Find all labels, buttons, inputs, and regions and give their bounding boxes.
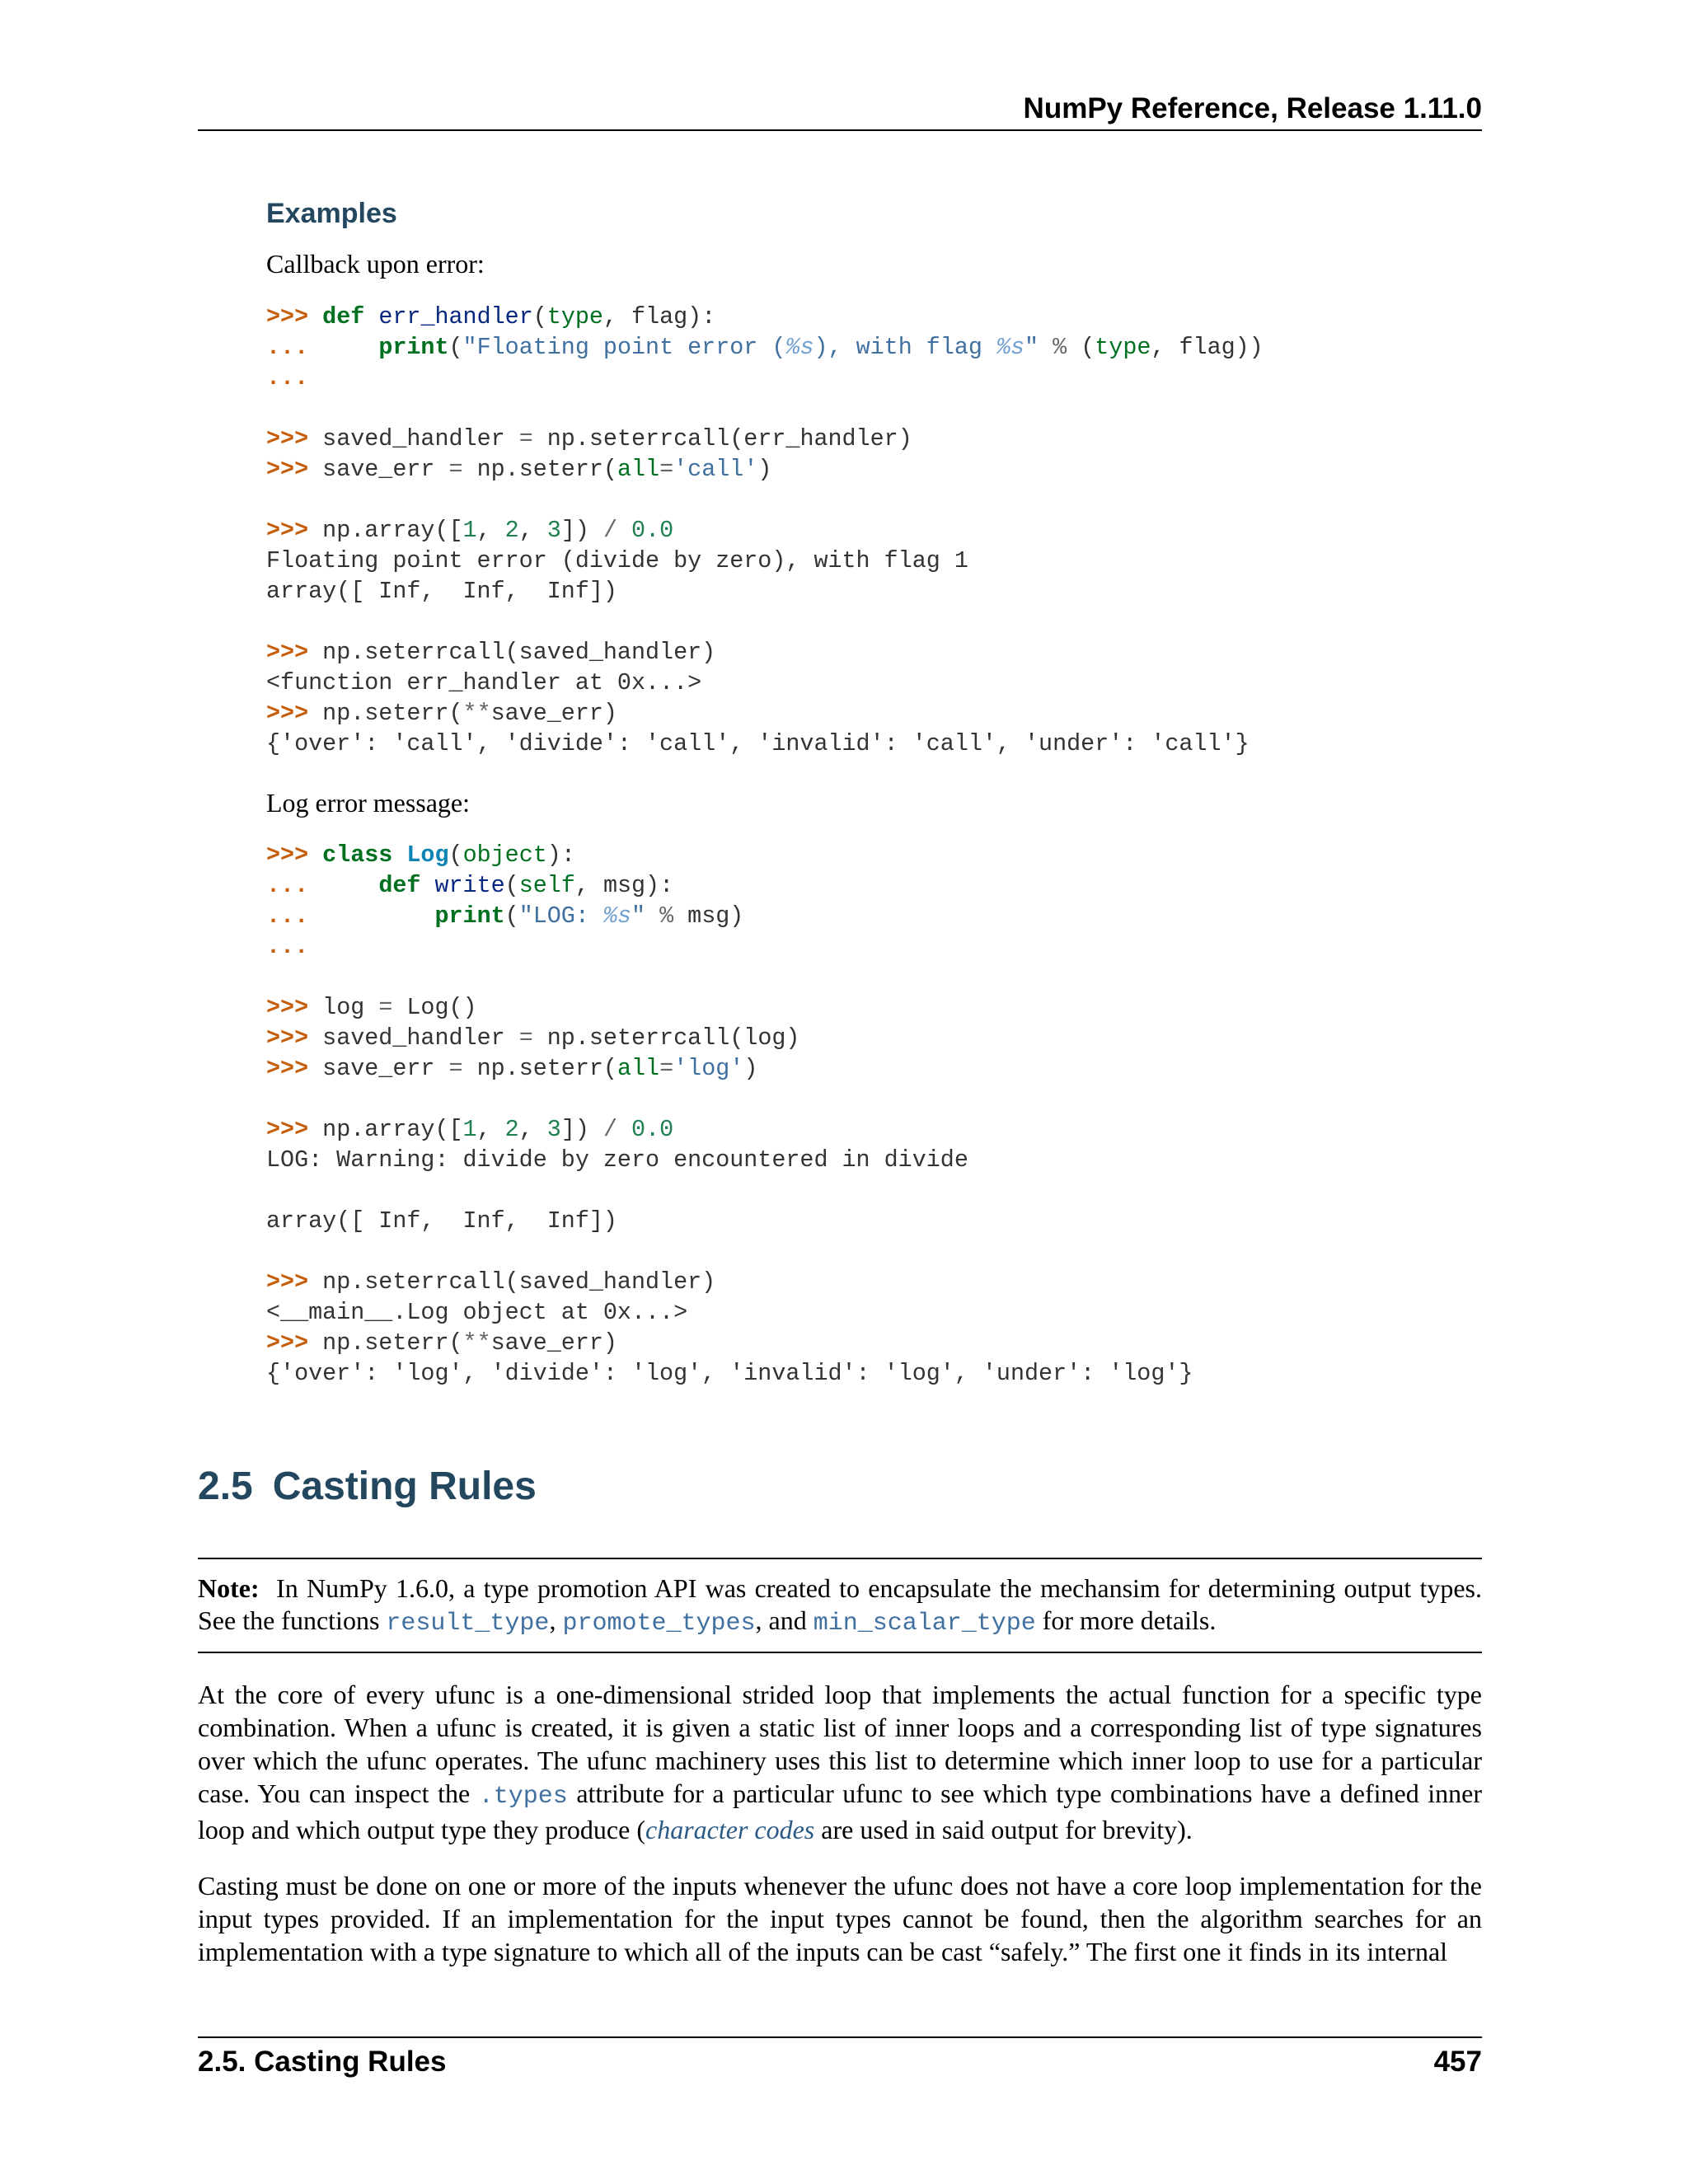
code-token: print [378,334,449,361]
promote-types-link[interactable]: promote_types [562,1610,756,1638]
code-token: type [546,303,603,330]
code-token: = [448,456,463,483]
code-line [266,992,1193,1023]
code-token: array([ Inf, Inf, Inf]) [266,578,617,605]
code-token: >>> [266,1268,323,1296]
code-token: all [617,1055,660,1082]
code-token: ( [532,303,547,330]
code-token: >>> [266,303,323,330]
code-token [645,902,659,930]
code-token: >>> [266,841,323,869]
code-token: np.seterr( [322,700,463,727]
code-token: log [322,994,379,1021]
code-line [266,1084,1193,1114]
section-title: Casting Rules [272,1465,537,1508]
code-token: >>> [266,1055,323,1082]
min-scalar-type-link[interactable]: min_scalar_type [813,1610,1036,1638]
code-token: >>> [266,517,323,544]
code-token: ]) [560,1116,603,1143]
code-token: msg) [673,902,744,930]
code-token: ( [1067,334,1095,361]
code-line [266,901,1193,931]
code-line [266,576,1264,607]
code-token: class [322,841,393,869]
code-token: LOG: Warning: divide by zero encountered in divide [266,1146,968,1174]
page-number: 457 [1433,2046,1482,2078]
code-token: , [476,1116,505,1143]
code-line [266,840,1193,870]
code-token: print [434,902,505,930]
code-token: ... [266,364,309,391]
code-token: %s [603,902,631,930]
code-token: ) [743,1055,758,1082]
code-token: >>> [266,994,323,1021]
code-token: ( [448,334,463,361]
code-token: >>> [266,639,323,666]
examples-heading: Examples [266,198,397,229]
code-token: >>> [266,700,323,727]
code-token: ... [266,933,309,960]
code-token: ... [266,334,379,361]
code-token: all [617,456,660,483]
code-token: "LOG: [518,902,603,930]
code-token: np.seterr( [462,456,617,483]
code-line [266,332,1264,363]
note-label: Note: [198,1573,260,1603]
code-token: , msg): [574,872,674,899]
code-token: def [378,872,421,899]
code-token [420,872,434,899]
code-token: >>> [266,1024,323,1052]
code-token: , flag)) [1151,334,1264,361]
code-token: {'over': 'call', 'divide': 'call', 'invalid': 'call', 'under': 'call'} [266,730,1250,757]
paragraph-casting: Casting must be done on one or more of the inputs whenever the ufunc does not have a core loop implementation for the input types provided. If an implementation for the input types cannot be found, then the algorithm searches for an implementation with a type signature to which all of the inputs can be cast “safely.” The first one it finds in its internal [198,1871,1482,1966]
code-token: object [462,841,547,869]
code-token [617,1116,631,1143]
code-token: ( [504,902,519,930]
character-codes-link[interactable]: character codes [645,1815,815,1844]
code-line [266,729,1264,759]
code-line [266,302,1264,332]
code-token: save_err [322,456,449,483]
code-line [266,1053,1193,1084]
para1-text-c: are used in said output for brevity). [814,1815,1193,1844]
code-line [266,607,1264,637]
code-token: = [518,1024,533,1052]
code-line [266,698,1264,729]
code-token: = [378,994,393,1021]
code-line [266,454,1264,485]
code-line [266,1206,1193,1236]
code-line [266,1175,1193,1206]
code-line [266,637,1264,668]
code-token: >>> [266,1329,323,1357]
code-token: ): [546,841,575,869]
code-token: = [659,1055,674,1082]
code-token [364,303,378,330]
code-line [266,1297,1193,1328]
section-number: 2.5 [198,1465,253,1508]
code-token: >>> [266,456,323,483]
note-box [198,1572,1482,1640]
code-token: , [476,517,505,544]
code-token: 0.0 [631,1116,674,1143]
code-token: save_err [322,1055,449,1082]
code-token: type [1095,334,1151,361]
code-line [266,393,1264,424]
code-token: ( [504,872,519,899]
para1-text-b: attribute for a particular ufunc to see which type combinations have a defined inner loop and which output type they produce ( [198,1779,1483,1844]
code-token: " [631,902,646,930]
code-token: Floating point error (divide by zero), with flag 1 [266,547,968,574]
code-token: 1 [462,517,477,544]
code-token: ]) [560,517,603,544]
log-label: Log error message: [266,788,471,818]
code-token: saved_handler [322,425,519,452]
code-token: 2 [504,517,519,544]
code-token: ... [266,872,379,899]
code-token: %s [785,334,814,361]
code-token: {'over': 'log', 'divide': 'log', 'invalid': 'log', 'under': 'log'} [266,1360,1193,1387]
code-line [266,1267,1193,1297]
code-line [266,931,1193,962]
code-token: >>> [266,425,323,452]
code-token: err_handler [378,303,533,330]
code-token: = [518,425,533,452]
code-token: np.seterrcall(saved_handler) [322,1268,716,1296]
footer-section-label: 2.5. Casting Rules [198,2046,447,2078]
note-sep-1: , [549,1605,563,1635]
callback-label: Callback upon error: [266,249,485,279]
code-token: write [434,872,505,899]
code-line [266,363,1264,393]
code-line [266,668,1264,698]
code-token [617,517,631,544]
code-token: " [1025,334,1039,361]
section-heading [198,1464,537,1509]
code-line [266,515,1264,546]
code-token: ( [448,841,463,869]
code-token: 'log' [673,1055,744,1082]
code-token: 0.0 [631,517,674,544]
code-line [266,1114,1193,1145]
note-text-1: In NumPy 1.6.0, a type promotion API was created to encapsulate the mechansim for determining output types. See the functions [198,1573,1483,1635]
code-line [266,870,1193,901]
code-line [266,1328,1193,1358]
note-bottom-rule [198,1652,1482,1653]
code-line [266,962,1193,992]
note-top-rule [198,1558,1482,1559]
code-token: array([ Inf, Inf, Inf]) [266,1207,617,1235]
code-line [266,546,1264,576]
code-token: , [518,517,547,544]
code-token: %s [996,334,1025,361]
code-token [392,841,406,869]
code-token: save_err) [490,700,617,727]
code-token: % [659,902,674,930]
code-token: np.seterrcall(log) [532,1024,800,1052]
code-token: np.seterr( [322,1329,463,1357]
code-line [266,485,1264,515]
code-token: 3 [546,517,561,544]
code-token: 'call' [673,456,758,483]
code-token: Log [406,841,449,869]
code-line [266,1145,1193,1175]
code-token: , [518,1116,547,1143]
code-token: ** [462,700,491,727]
code-token: save_err) [490,1329,617,1357]
code-token: np.seterrcall(saved_handler) [322,639,716,666]
code-line [266,424,1264,454]
note-text-2: for more details. [1035,1605,1217,1635]
code-token: ) [757,456,772,483]
code-token: np.array([ [322,1116,463,1143]
result-type-link[interactable]: result_type [386,1610,550,1638]
code-token: % [1053,334,1067,361]
code-token: <__main__.Log object at 0x...> [266,1299,688,1326]
code-token: <function err_handler at 0x...> [266,669,702,696]
para1-text-a: At the core of every ufunc is a one-dimensional strided loop that implements the actual function for a specific type combination. When a ufunc is created, it is given a static list of inner loops and a corresponding list of type signatures over which the ufunc operates. The ufunc machinery uses this list to determine which inner loop to use for a particular case. You can inspect the [198,1680,1482,1808]
code-token: def [322,303,365,330]
code-token: np.array([ [322,517,463,544]
code-token: = [659,456,674,483]
note-sep-2: , and [755,1605,814,1635]
code-line [266,1236,1193,1267]
footer-rule [198,2036,1482,2038]
code-token: = [448,1055,463,1082]
code-token: ** [462,1329,491,1357]
code-token: saved_handler [322,1024,519,1052]
code-token: 2 [504,1116,519,1143]
code-token: ), with flag [814,334,996,361]
code-token: ... [266,902,435,930]
header-rule [198,129,1482,131]
code-token: / [603,1116,617,1143]
code-token: >>> [266,1116,323,1143]
code-token: Log() [392,994,477,1021]
code-token: 1 [462,1116,477,1143]
code-token: self [518,872,575,899]
code-token: np.seterrcall(err_handler) [532,425,912,452]
paragraph-ufunc-core [198,1678,1482,1846]
code-token: "Floating point error ( [462,334,786,361]
code-token: 3 [546,1116,561,1143]
running-header: NumPy Reference, Release 1.11.0 [1023,92,1482,124]
code-token [1039,334,1053,361]
code-line [266,1358,1193,1389]
code-line [266,1023,1193,1053]
code-token: / [603,517,617,544]
code-block-log [266,840,1193,1389]
code-block-callback [266,302,1264,759]
code-token: np.seterr( [462,1055,617,1082]
types-attribute: .types [478,1783,568,1811]
code-token: , flag): [603,303,716,330]
